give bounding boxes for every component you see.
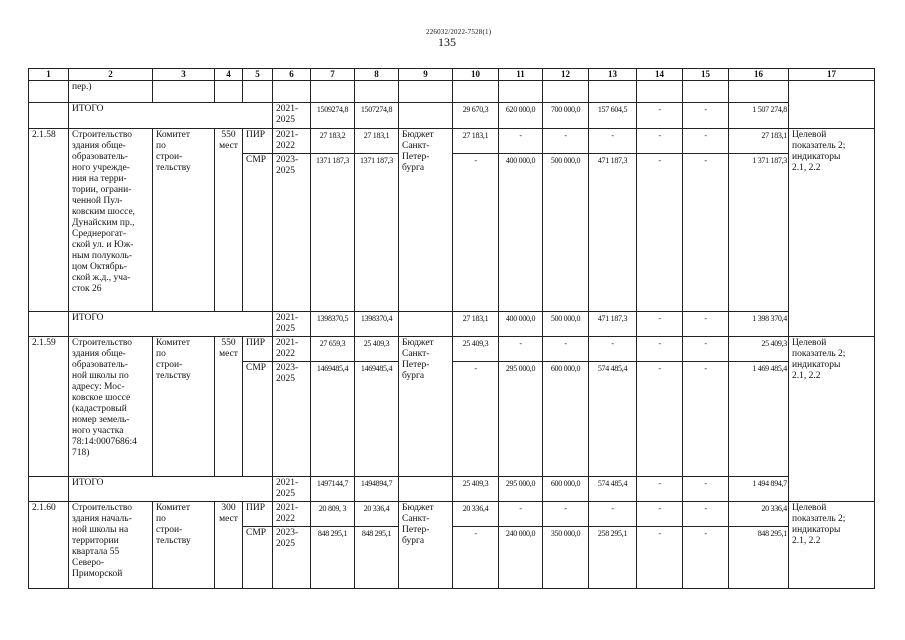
value-cell: - [499,337,543,362]
value-cell: 574 485,4 [589,362,637,477]
work-type-cell: ПИР [243,129,273,154]
value-cell: - [637,477,683,502]
col-number: 15 [683,69,729,81]
value-cell: - [499,129,543,154]
col-number: 5 [243,69,273,81]
customer-cell: Комитет по строи- тельству [153,502,215,589]
value-cell: 700 000,0 [543,103,589,129]
value-cell: 27 183,1 [453,312,499,337]
value-cell: - [683,103,729,129]
value-cell: - [683,502,729,527]
value-cell: - [683,312,729,337]
value-cell: 400 000,0 [499,154,543,312]
period-cell: 2021- 2025 [273,477,311,502]
row-id-cell: 2.1.59 [29,337,69,477]
period-cell: 2021- 2022 [273,502,311,527]
funding-source-cell: Бюджет Санкт- Петер- бурга [399,129,453,312]
document-number: 226032/2022-7528(1) [426,28,492,36]
total-row [29,477,875,502]
value-cell: 1 469 485,4 [729,362,789,477]
value-cell: 295 000,0 [499,362,543,477]
col-number: 3 [153,69,215,81]
value-cell: 157 604,5 [589,103,637,129]
value-cell: 1398370,4 [355,312,399,337]
value-cell: - [683,362,729,477]
col-number: 8 [355,69,399,81]
value-cell: 1 494 894,7 [729,477,789,502]
value-cell: - [499,502,543,527]
col-number: 13 [589,69,637,81]
value-cell: - [637,337,683,362]
total-label: ИТОГО [69,312,273,337]
funding-source-cell: Бюджет Санкт- Петер- бурга [399,337,453,477]
value-cell: - [453,527,499,589]
period-cell: 2021- 2022 [273,129,311,154]
value-cell: 27 659,3 [311,337,355,362]
value-cell: 471 187,3 [589,312,637,337]
value-cell: 25 409,3 [729,337,789,362]
value-cell: 1398370,5 [311,312,355,337]
value-cell: 25 409,3 [355,337,399,362]
value-cell: 20 809, 3 [311,502,355,527]
value-cell: 240 000,0 [499,527,543,589]
value-cell: 500 000,0 [543,312,589,337]
capacity-cell: 550 мест [215,129,243,312]
value-cell: 471 187,3 [589,154,637,312]
capacity-cell: 550 мест [215,337,243,477]
column-number-row [29,69,875,81]
row-id-cell: 2.1.58 [29,129,69,312]
value-cell: - [589,502,637,527]
value-cell: - [453,154,499,312]
col-number: 11 [499,69,543,81]
value-cell: 1371 187,3 [355,154,399,312]
funding-source-cell: Бюджет Санкт- Петер- бурга [399,502,453,589]
value-cell: 400 000,0 [499,312,543,337]
col-number: 4 [215,69,243,81]
value-cell: - [637,103,683,129]
work-type-cell: СМР [243,527,273,589]
total-row [29,312,875,337]
value-cell: - [589,129,637,154]
table-row [29,502,875,527]
value-cell: 1 507 274,8 [729,103,789,129]
work-type-cell: ПИР [243,337,273,362]
period-cell: 2021- 2022 [273,337,311,362]
value-cell: 574 485,4 [589,477,637,502]
indicator-cell: Целевой показатель 2; индикаторы 2.1, 2.2 [789,129,875,337]
value-cell: 1469485,4 [311,362,355,477]
table-row [29,129,875,154]
value-cell: 20 336,4 [453,502,499,527]
value-cell: 848 295,1 [311,527,355,589]
col-number: 6 [273,69,311,81]
col-number: 9 [399,69,453,81]
value-cell: 620 000,0 [499,103,543,129]
project-name-cell: пер.) [69,81,153,103]
period-cell: 2023- 2025 [273,362,311,477]
value-cell: - [637,362,683,477]
value-cell: 600 000,0 [543,362,589,477]
col-number: 7 [311,69,355,81]
value-cell: 1509274,8 [311,103,355,129]
indicator-cell: Целевой показатель 2; индикаторы 2.1, 2.2 [789,337,875,502]
value-cell: 1371 187,3 [311,154,355,312]
value-cell: - [589,337,637,362]
value-cell: - [453,362,499,477]
indicator-cell: Целевой показатель 2; индикаторы 2.1, 2.2 [789,502,875,589]
value-cell: 500 000,0 [543,154,589,312]
value-cell: 258 295,1 [589,527,637,589]
value-cell: 25 409,3 [453,337,499,362]
capacity-cell: 300 мест [215,502,243,589]
period-cell: 2023- 2025 [273,154,311,312]
col-number: 17 [789,69,875,81]
value-cell: 25 409,3 [453,477,499,502]
value-cell: - [683,154,729,312]
period-cell: 2023- 2025 [273,527,311,589]
value-cell: 350 000,0 [543,527,589,589]
value-cell: - [683,477,729,502]
value-cell: 1 398 370,4 [729,312,789,337]
row-id-cell [29,81,69,103]
value-cell: 295 000,0 [499,477,543,502]
table-row [29,81,875,103]
col-number: 12 [543,69,589,81]
value-cell: - [683,527,729,589]
table-row [29,337,875,362]
project-name-cell: Строительство здания обще- образователь- ной школы по адресу: Мос- ковское шоссе (кадастровый номер земель- ного участка 78:14:0007686:4 718) [69,337,153,477]
budget-table [28,68,875,589]
value-cell: - [637,527,683,589]
total-row [29,103,875,129]
period-cell: 2021- 2025 [273,312,311,337]
value-cell: - [543,337,589,362]
value-cell: 600 000,0 [543,477,589,502]
value-cell: - [683,337,729,362]
customer-cell: Комитет по строи- тельству [153,129,215,312]
project-name-cell: Строительство здания началь- ной школы на территории квартала 55 Северо- Приморской [69,502,153,589]
col-number: 14 [637,69,683,81]
value-cell: - [637,312,683,337]
value-cell: - [543,129,589,154]
row-id-cell: 2.1.60 [29,502,69,589]
value-cell: 29 670,3 [453,103,499,129]
col-number: 10 [453,69,499,81]
value-cell: 848 295,1 [729,527,789,589]
value-cell: - [637,154,683,312]
work-type-cell: СМР [243,154,273,312]
value-cell: - [637,129,683,154]
value-cell: 27 183,1 [453,129,499,154]
period-cell: 2021- 2025 [273,103,311,129]
project-name-cell: Строительство здания обще- образователь- ного учрежде- ния на терри- тории, ограни- ченной Пул- ковским шоссе, Дунайским пр., Среднерогат- ской ул. и Юж- ным полуколь- цом Октябрь- ской ж.д., уча- сток 26 [69,129,153,312]
value-cell: 27 183,2 [311,129,355,154]
col-number: 1 [29,69,69,81]
total-label: ИТОГО [69,103,273,129]
page-number: 135 [438,35,456,49]
value-cell: 1497144,7 [311,477,355,502]
value-cell: - [543,502,589,527]
value-cell: 1 371 187,3 [729,154,789,312]
col-number: 2 [69,69,153,81]
customer-cell: Комитет по строи- тельству [153,337,215,477]
value-cell: 1507274,8 [355,103,399,129]
value-cell: 1494894,7 [355,477,399,502]
work-type-cell: СМР [243,362,273,477]
value-cell: 848 295,1 [355,527,399,589]
indicator-cell [789,81,875,129]
value-cell: 1469485,4 [355,362,399,477]
value-cell: 27 183,1 [355,129,399,154]
value-cell: 27 183,1 [729,129,789,154]
value-cell: 20 336,4 [355,502,399,527]
value-cell: - [637,502,683,527]
value-cell: 20 336,4 [729,502,789,527]
col-number: 16 [729,69,789,81]
value-cell: - [683,129,729,154]
total-label: ИТОГО [69,477,273,502]
work-type-cell: ПИР [243,502,273,527]
